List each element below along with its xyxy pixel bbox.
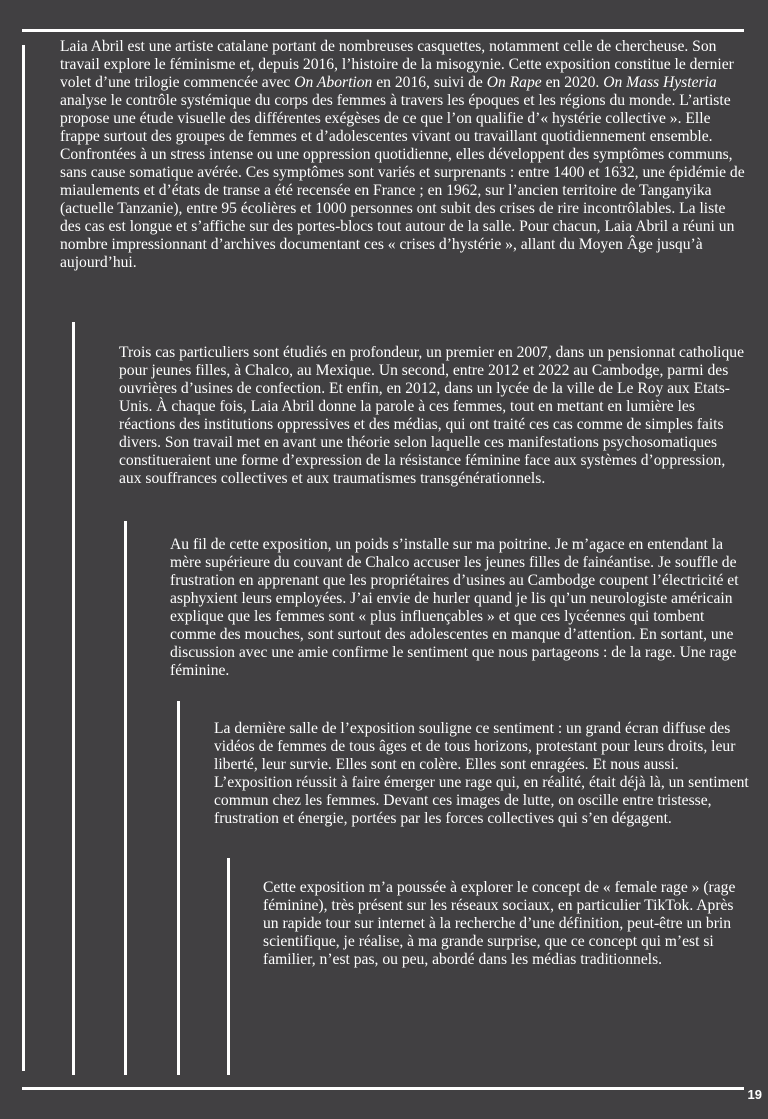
paragraph-1 (60, 38, 750, 272)
paragraph-1-text-a: Laia Abril est une artiste catalane portant de nombreuses casquettes, notamment celle de chercheuse. Son travail explore le féminisme et, depuis 2016, l’histoire de la misogynie. Cette exposition constitue le dernier volet d’une trilogie commencée avec (60, 38, 734, 91)
paragraph-1-text-b: en 2016, suivi de (372, 74, 487, 91)
paragraph-4: La dernière salle de l’exposition souligne ce sentiment : un grand écran diffuse des vidéos de femmes de tous âges et de tous horizons, protestant pour leurs droits, leur liberté, leur survie. Elles sont en colère. Elles sont enragées. Et nous aussi. L’exposition réussit à faire émerger une rage qui, en réalité, était déjà là, un sentiment commun chez les femmes. Devant ces images de lutte, on oscille entre tristesse, frustration et énergie, portées par les forces collectives qui s’en dégagent. (214, 720, 749, 827)
left-rule-1 (22, 45, 25, 1071)
left-rule-2 (72, 322, 75, 1075)
paragraph-5: Cette exposition m’a poussée à explorer le concept de « female rage » (rage féminine), très présent sur les réseaux sociaux, en particulier TikTok. Après un rapide tour sur internet à la recherche d’une définition, peut-être un brin scientifique, je réalise, à ma grande surprise, que ce concept qui m’est si familier, n’est pas, ou peu, abordé dans les médias traditionnels. (263, 879, 736, 968)
paragraph-1-text-c: en 2020. (541, 74, 604, 91)
work-title-on-abortion: On Abortion (294, 74, 373, 91)
paragraph-3: Au fil de cette exposition, un poids s’installe sur ma poitrine. Je m’agace en entendant la mère supérieure du couvant de Chalco accuser les jeunes filles de fainéantise. Je souffle de frustration en apprenant que les propriétaires d’usines au Cambodge coupent l’électricité et asphyxient leurs employées. J’ai envie de hurler quand je lis qu’un neurologiste américain explique que les femmes sont « plus influençables » et que ces lycéennes qui tombent comme des mouches, sont surtout des adolescentes en manque d’attention. En sortant, une discussion avec une amie confirme le sentiment que nous partageons : de la rage. Une rage féminine. (170, 536, 739, 679)
left-rule-5 (227, 858, 230, 1075)
page-number: 19 (747, 1087, 762, 1102)
left-rule-4 (177, 701, 180, 1075)
paragraph-2: Trois cas particuliers sont étudiés en profondeur, un premier en 2007, dans un pensionnat catholique pour jeunes filles, à Chalco, au Mexique. Un second, entre 2012 et 2022 au Cambodge, parmi des ouvrières d’usines de confection. Et enfin, en 2012, dans un lycée de la ville de Le Roy aux Etats-Unis. À chaque fois, Laia Abril donne la parole à ces femmes, tout en mettant en lumière les réactions des institutions oppressives et des médias, qui ont traité ces cas comme de simples faits divers. Son travail met en avant une théorie selon laquelle ces manifestations psychosomatiques constitueraient une forme d’expression de la résistance féminine face aux systèmes d’oppression, aux souffrances collectives et aux traumatismes transgénérationnels. (119, 344, 745, 487)
left-rule-3 (124, 521, 127, 1075)
work-title-on-rape: On Rape (486, 74, 542, 91)
top-rule (22, 29, 744, 32)
paragraph-1-text-d: analyse le contrôle systémique du corps des femmes à travers les époques et les régions du monde. L’artiste propose une étude visuelle des différentes exégèses de ce que l’on qualifie d’« hystérie collective ». Elle frappe surtout des groupes de femmes et d’adolescentes vivant ou travaillant quotidiennement ensemble. Confrontées à un stress intense ou une oppression quotidienne, elles développent des symptômes communs, sans cause somatique avérée. Ces symptômes sont variés et surprenants : entre 1400 et 1632, une épidémie de miaulements et d’états de transe a été recensée en France ; en 1962, sur l’ancien territoire de Tanganyika (actuelle Tanzanie), entre 95 écolières et 1000 personnes ont subit des crises de rire incontrôlables. La liste des cas est longue et s’affiche sur des portes-blocs tout autour de la salle. Pour chacun, Laia Abril a réuni un nombre impressionnant d’archives documentant ces « crises d’hystérie », allant du Moyen Âge jusqu’à aujourd’hui. (60, 92, 745, 271)
work-title-on-mass-hysteria: On Mass Hysteria (603, 74, 717, 91)
bottom-rule (22, 1087, 744, 1090)
